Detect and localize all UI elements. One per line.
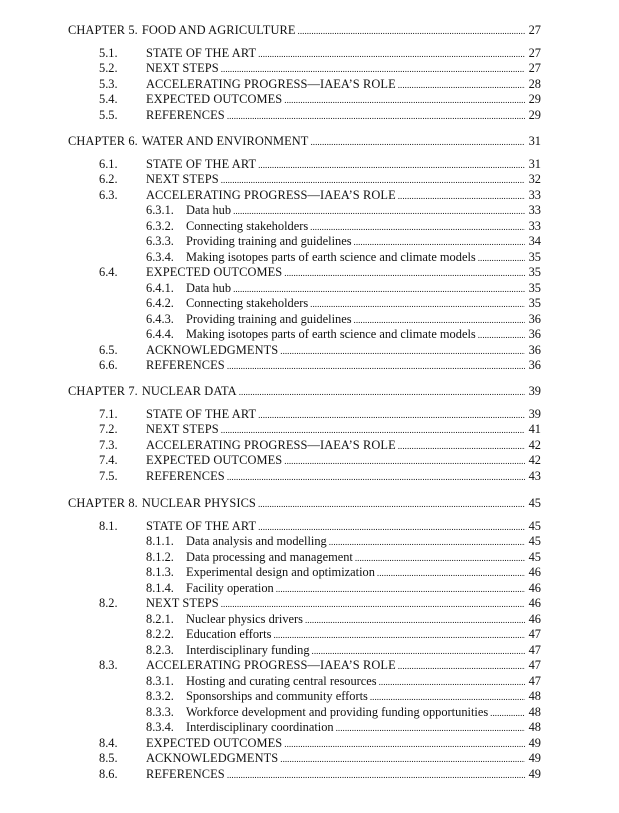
toc-section-entry[interactable]: [99, 407, 541, 422]
toc-section-entry[interactable]: [99, 46, 541, 61]
dot-leader: [284, 736, 525, 752]
dot-leader: [398, 188, 525, 204]
dot-leader: [221, 61, 525, 77]
subsection-title: Data analysis and modelling: [186, 534, 327, 548]
subsection-number: 8.2.2.: [146, 627, 174, 641]
dot-leader: [258, 46, 525, 62]
toc-subsection-entry[interactable]: [146, 612, 541, 627]
dot-leader: [310, 219, 525, 235]
toc-subsection-entry[interactable]: [146, 534, 541, 549]
dot-leader: [310, 296, 525, 312]
page-number: 42: [528, 453, 541, 467]
toc-section-entry[interactable]: [99, 172, 541, 187]
subsection-title: Workforce development and providing funding opportunities: [186, 704, 489, 719]
dot-leader: [298, 23, 525, 39]
dot-leader: [227, 108, 525, 124]
section-number: 7.3.: [99, 437, 118, 452]
dot-leader: [221, 422, 525, 438]
page-number: 33: [528, 187, 541, 202]
toc-chapter-entry[interactable]: [68, 384, 541, 399]
dot-leader: [312, 643, 525, 659]
section-title: NEXT STEPS: [146, 596, 219, 610]
dot-leader: [239, 384, 525, 400]
page-number: 46: [528, 565, 541, 579]
page-number: 46: [528, 580, 541, 595]
page-number: 35: [528, 280, 541, 295]
section-number: 5.5.: [99, 107, 118, 122]
page-number: 35: [528, 296, 541, 310]
section-number: 8.6.: [99, 766, 118, 781]
subsection-title: Nuclear physics drivers: [186, 611, 303, 626]
toc-section-entry[interactable]: [99, 469, 541, 484]
toc-chapter-entry[interactable]: [68, 134, 541, 149]
chapter-label: CHAPTER 7.: [68, 384, 138, 398]
section-number: 6.2.: [99, 172, 118, 186]
subsection-number: 6.4.4.: [146, 327, 174, 341]
subsection-number: 6.4.3.: [146, 311, 174, 326]
page-number: 33: [528, 218, 541, 233]
page-number: 28: [528, 76, 541, 91]
subsection-number: 8.3.3.: [146, 704, 174, 719]
chapter-title: NUCLEAR DATA: [141, 384, 237, 398]
dot-leader: [379, 674, 525, 690]
subsection-number: 6.3.2.: [146, 218, 174, 233]
toc-subsection-entry[interactable]: [146, 674, 541, 689]
chapter-title: FOOD AND AGRICULTURE: [141, 23, 296, 37]
subsection-number: 6.4.2.: [146, 296, 174, 310]
subsection-number: 8.3.4.: [146, 720, 174, 734]
dot-leader: [280, 343, 525, 359]
toc-subsection-entry[interactable]: [146, 581, 541, 596]
section-title: EXPECTED OUTCOMES: [146, 92, 283, 106]
page-number: 46: [528, 596, 541, 610]
subsection-number: 6.4.1.: [146, 280, 174, 295]
dot-leader: [284, 265, 525, 281]
subsection-title: Sponsorships and community efforts: [186, 689, 368, 703]
toc-subsection-entry[interactable]: [146, 627, 541, 642]
section-title: REFERENCES: [146, 468, 225, 483]
toc-section-entry[interactable]: [99, 519, 541, 534]
chapter-title: WATER AND ENVIRONMENT: [141, 134, 309, 148]
subsection-number: 8.1.2.: [146, 549, 174, 564]
subsection-title: Facility operation: [186, 580, 274, 595]
chapter-label: CHAPTER 8.: [68, 496, 138, 510]
toc-section-entry[interactable]: [99, 453, 541, 468]
dot-leader: [310, 134, 525, 150]
page-number: 35: [528, 265, 541, 279]
page-number: 49: [528, 766, 541, 781]
toc-subsection-entry[interactable]: [146, 250, 541, 265]
toc-section-entry[interactable]: [99, 596, 541, 611]
page-number: 32: [528, 172, 541, 186]
subsection-number: 6.3.4.: [146, 249, 174, 264]
dot-leader: [280, 751, 525, 767]
dot-leader: [233, 281, 525, 297]
page-number: 36: [528, 358, 541, 372]
toc-section-entry[interactable]: [99, 422, 541, 437]
subsection-title: Hosting and curating central resources: [186, 673, 377, 688]
subsection-title: Making isotopes parts of earth science and climate models: [186, 249, 476, 264]
toc-subsection-entry[interactable]: [146, 296, 541, 311]
page-number: 45: [528, 496, 541, 510]
page-number: 36: [528, 327, 541, 341]
toc-subsection-entry[interactable]: [146, 565, 541, 580]
toc-section-entry[interactable]: [99, 767, 541, 782]
dot-leader: [478, 327, 525, 343]
section-title: STATE OF THE ART: [146, 156, 257, 171]
section-title: ACCELERATING PROGRESS—IAEA’S ROLE: [146, 187, 396, 202]
dot-leader: [336, 720, 525, 736]
page-number: 45: [528, 518, 541, 533]
subsection-number: 8.2.3.: [146, 642, 174, 657]
section-number: 6.1.: [99, 156, 118, 171]
section-number: 6.6.: [99, 358, 118, 372]
page-number: 31: [528, 134, 541, 148]
dot-leader: [377, 565, 525, 581]
section-number: 5.1.: [99, 45, 118, 60]
section-title: ACCELERATING PROGRESS—IAEA’S ROLE: [146, 437, 396, 452]
subsection-number: 8.1.4.: [146, 580, 174, 595]
page-number: 29: [528, 92, 541, 106]
toc-subsection-entry[interactable]: [146, 327, 541, 342]
page-number: 27: [528, 61, 541, 75]
dot-leader: [329, 534, 525, 550]
section-title: EXPECTED OUTCOMES: [146, 735, 283, 750]
toc-section-entry[interactable]: [99, 736, 541, 751]
section-title: ACKNOWLEDGMENTS: [146, 751, 279, 765]
toc-section-entry[interactable]: [99, 77, 541, 92]
toc-chapter-entry[interactable]: [68, 23, 541, 38]
page-number: 31: [528, 156, 541, 171]
subsection-title: Interdisciplinary funding: [186, 642, 310, 657]
section-number: 8.1.: [99, 518, 118, 533]
page-number: 47: [528, 658, 541, 672]
section-title: REFERENCES: [146, 358, 225, 372]
page-number: 34: [528, 234, 541, 248]
chapter-label: CHAPTER 5.: [68, 23, 138, 37]
subsection-number: 8.3.1.: [146, 673, 174, 688]
page-number: 29: [528, 107, 541, 122]
subsection-title: Providing training and guidelines: [186, 311, 352, 326]
dot-leader: [227, 358, 525, 374]
subsection-title: Data hub: [186, 203, 232, 217]
dot-leader: [227, 767, 525, 783]
toc-section-entry[interactable]: [99, 438, 541, 453]
dot-leader: [354, 312, 525, 328]
subsection-title: Providing training and guidelines: [186, 234, 352, 248]
page-number: 49: [528, 735, 541, 750]
dot-leader: [227, 469, 525, 485]
section-number: 6.5.: [99, 342, 118, 357]
subsection-title: Making isotopes parts of earth science and climate models: [186, 327, 476, 341]
section-title: ACCELERATING PROGRESS—IAEA’S ROLE: [146, 76, 396, 91]
toc-subsection-entry[interactable]: [146, 720, 541, 735]
chapter-title: NUCLEAR PHYSICS: [141, 496, 256, 510]
section-title: EXPECTED OUTCOMES: [146, 265, 283, 279]
toc-subsection-entry[interactable]: [146, 705, 541, 720]
section-number: 7.5.: [99, 468, 118, 483]
section-number: 6.3.: [99, 187, 118, 202]
section-title: ACKNOWLEDGMENTS: [146, 342, 279, 357]
subsection-number: 8.3.2.: [146, 689, 174, 703]
toc-subsection-entry[interactable]: [146, 203, 541, 218]
subsection-title: Education efforts: [186, 627, 272, 641]
subsection-title: Interdisciplinary coordination: [186, 720, 334, 734]
page-number: 42: [528, 437, 541, 452]
dot-leader: [305, 612, 525, 628]
section-number: 7.4.: [99, 453, 118, 467]
page-number: 46: [528, 611, 541, 626]
page-number: 45: [528, 549, 541, 564]
page-number: 48: [528, 720, 541, 734]
section-title: NEXT STEPS: [146, 61, 219, 75]
page-number: 47: [528, 673, 541, 688]
dot-leader: [221, 596, 525, 612]
section-title: STATE OF THE ART: [146, 45, 257, 60]
dot-leader: [355, 550, 525, 566]
toc-subsection-entry[interactable]: [146, 643, 541, 658]
toc-section-entry[interactable]: [99, 92, 541, 107]
dot-leader: [398, 77, 525, 93]
toc-section-entry[interactable]: [99, 658, 541, 673]
section-title: REFERENCES: [146, 107, 225, 122]
section-number: 5.2.: [99, 61, 118, 75]
toc-subsection-entry[interactable]: [146, 281, 541, 296]
page-number: 36: [528, 311, 541, 326]
toc-chapter-entry[interactable]: [68, 496, 541, 511]
dot-leader: [398, 658, 525, 674]
dot-leader: [370, 689, 525, 705]
dot-leader: [284, 92, 525, 108]
subsection-number: 8.1.3.: [146, 565, 174, 579]
section-title: ACCELERATING PROGRESS—IAEA’S ROLE: [146, 658, 396, 672]
toc-section-entry[interactable]: [99, 751, 541, 766]
subsection-title: Data hub: [186, 280, 232, 295]
toc-section-entry[interactable]: [99, 358, 541, 373]
dot-leader: [284, 453, 525, 469]
section-number: 5.4.: [99, 92, 118, 106]
section-number: 7.1.: [99, 406, 118, 421]
section-number: 8.4.: [99, 735, 118, 750]
dot-leader: [233, 203, 525, 219]
section-number: 5.3.: [99, 76, 118, 91]
subsection-number: 8.1.1.: [146, 534, 174, 548]
dot-leader: [258, 519, 525, 535]
page-number: 47: [528, 642, 541, 657]
subsection-title: Connecting stakeholders: [186, 218, 309, 233]
page-number: 45: [528, 534, 541, 548]
toc-section-entry[interactable]: [99, 188, 541, 203]
section-title: STATE OF THE ART: [146, 518, 257, 533]
section-number: 6.4.: [99, 265, 118, 279]
section-title: REFERENCES: [146, 766, 225, 781]
toc-subsection-entry[interactable]: [146, 219, 541, 234]
page-number: 33: [528, 203, 541, 217]
dot-leader: [478, 250, 525, 266]
dot-leader: [221, 172, 525, 188]
toc-section-entry[interactable]: [99, 343, 541, 358]
subsection-number: 6.3.3.: [146, 234, 174, 248]
section-number: 8.5.: [99, 751, 118, 765]
page-number: 39: [528, 406, 541, 421]
page-number: 48: [528, 689, 541, 703]
page-number: 35: [528, 249, 541, 264]
section-number: 8.2.: [99, 596, 118, 610]
page-number: 47: [528, 627, 541, 641]
subsection-title: Data processing and management: [186, 549, 353, 564]
page-number: 27: [528, 23, 541, 37]
page-number: 39: [528, 384, 541, 398]
subsection-number: 6.3.1.: [146, 203, 174, 217]
page-number: 27: [528, 45, 541, 60]
subsection-title: Connecting stakeholders: [186, 296, 309, 310]
page-number: 43: [528, 468, 541, 483]
toc-subsection-entry[interactable]: [146, 689, 541, 704]
section-number: 7.2.: [99, 422, 118, 436]
section-title: STATE OF THE ART: [146, 406, 257, 421]
page-number: 41: [528, 422, 541, 436]
page-number: 36: [528, 342, 541, 357]
subsection-number: 8.2.1.: [146, 611, 174, 626]
dot-leader: [276, 581, 525, 597]
dot-leader: [258, 496, 525, 512]
section-title: EXPECTED OUTCOMES: [146, 453, 283, 467]
dot-leader: [490, 705, 525, 721]
toc-subsection-entry[interactable]: [146, 312, 541, 327]
toc-section-entry[interactable]: [99, 61, 541, 76]
section-title: NEXT STEPS: [146, 172, 219, 186]
toc-subsection-entry[interactable]: [146, 550, 541, 565]
toc-section-entry[interactable]: [99, 265, 541, 280]
page-number: 48: [528, 704, 541, 719]
dot-leader: [258, 157, 525, 173]
dot-leader: [354, 234, 525, 250]
dot-leader: [273, 627, 525, 643]
chapter-label: CHAPTER 6.: [68, 134, 138, 148]
section-title: NEXT STEPS: [146, 422, 219, 436]
toc-section-entry[interactable]: [99, 108, 541, 123]
dot-leader: [258, 407, 525, 423]
page-number: 49: [528, 751, 541, 765]
toc-subsection-entry[interactable]: [146, 234, 541, 249]
section-number: 8.3.: [99, 658, 118, 672]
dot-leader: [398, 438, 525, 454]
toc-section-entry[interactable]: [99, 157, 541, 172]
subsection-title: Experimental design and optimization: [186, 565, 375, 579]
